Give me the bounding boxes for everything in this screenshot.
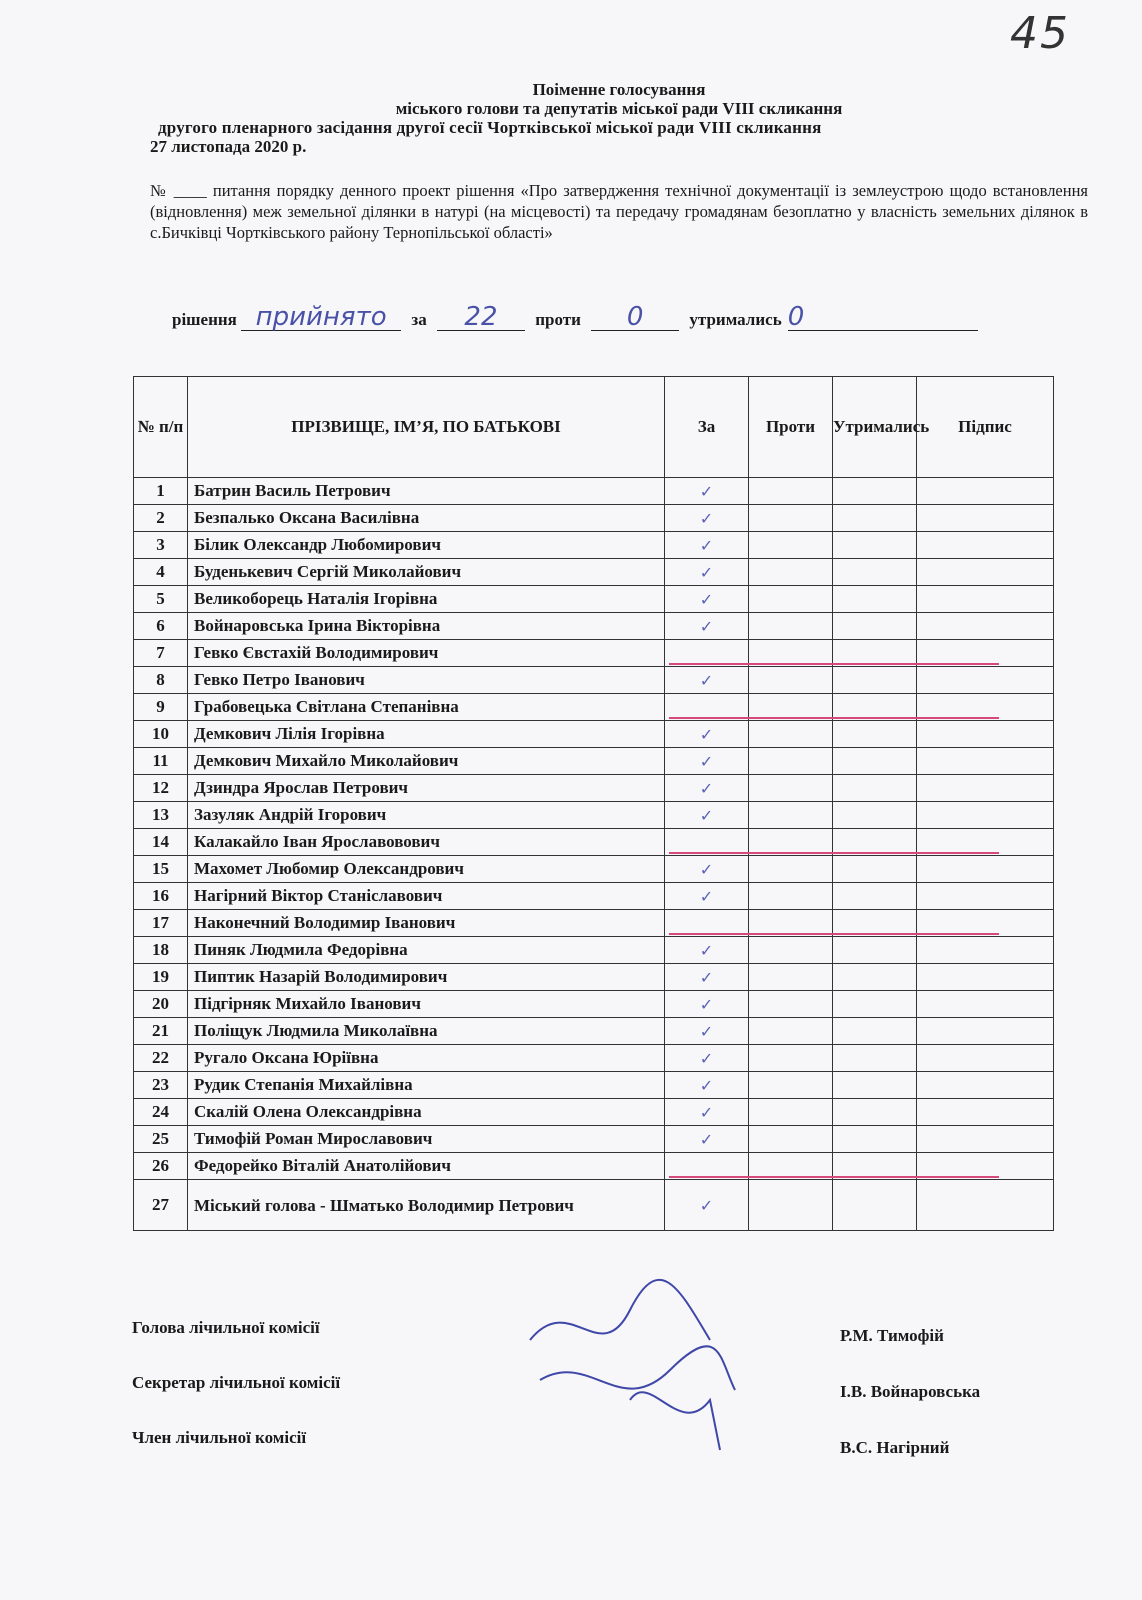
member-name: Пиняк Людмила Федорівна bbox=[188, 937, 665, 964]
vote-for-cell: ✓ bbox=[665, 613, 749, 640]
table-row bbox=[134, 964, 1054, 991]
member-name: Нагірний Віктор Станіславович bbox=[188, 883, 665, 910]
member-name: Міський голова - Шматько Володимир Петрович bbox=[188, 1180, 665, 1231]
row-number: 1 bbox=[134, 478, 188, 505]
col-header-name: ПРІЗВИЩЕ, ІМ’Я, ПО БАТЬКОВІ bbox=[188, 377, 665, 478]
secretary-name: І.В. Войнаровська bbox=[840, 1382, 981, 1401]
member-name: Зазуляк Андрій Ігорович bbox=[188, 802, 665, 829]
signature-cell bbox=[917, 505, 1054, 532]
absence-strike-line bbox=[669, 717, 999, 719]
vote-for-cell: ✓ bbox=[665, 937, 749, 964]
signature-cell bbox=[917, 802, 1054, 829]
abstain-label: утримались bbox=[689, 310, 782, 329]
member-name: Наконечний Володимир Іванович bbox=[188, 910, 665, 937]
member-name: Гевко Євстахій Володимирович bbox=[188, 640, 665, 667]
header-date: 27 листопада 2020 р. bbox=[150, 137, 307, 156]
vote-for-cell: ✓ bbox=[665, 1099, 749, 1126]
header-title: Поіменне голосування bbox=[532, 80, 706, 99]
signature-cell bbox=[917, 613, 1054, 640]
vote-for-cell: ✓ bbox=[665, 1018, 749, 1045]
table-row bbox=[134, 883, 1054, 910]
table-row bbox=[134, 1180, 1054, 1231]
row-number: 4 bbox=[134, 559, 188, 586]
row-number: 7 bbox=[134, 640, 188, 667]
row-number: 14 bbox=[134, 829, 188, 856]
row-number: 9 bbox=[134, 694, 188, 721]
signature-cell bbox=[917, 775, 1054, 802]
vote-for-cell: ✓ bbox=[665, 964, 749, 991]
signature-cell bbox=[917, 478, 1054, 505]
absence-strike-line bbox=[669, 852, 999, 854]
vote-for-cell: ✓ bbox=[665, 1045, 749, 1072]
signature-cell bbox=[917, 991, 1054, 1018]
row-number: 26 bbox=[134, 1153, 188, 1180]
table-row bbox=[134, 991, 1054, 1018]
abstain-count: 0 bbox=[788, 304, 978, 331]
vote-for-cell: ✓ bbox=[665, 883, 749, 910]
table-row bbox=[134, 1072, 1054, 1099]
member-name: Буденькевич Сергій Миколайович bbox=[188, 559, 665, 586]
vote-for-cell: ✓ bbox=[665, 667, 749, 694]
member-name: Демкович Михайло Миколайович bbox=[188, 748, 665, 775]
secretary-label: Секретар лічильної комісії bbox=[132, 1373, 341, 1392]
vote-against-cell bbox=[749, 1180, 833, 1231]
vote-for-cell: ✓ bbox=[665, 721, 749, 748]
signature-cell bbox=[917, 721, 1054, 748]
col-header-num: № п/п bbox=[134, 377, 188, 478]
against-label: проти bbox=[535, 310, 581, 329]
vote-abstain-cell bbox=[833, 991, 917, 1018]
table-row bbox=[134, 721, 1054, 748]
signature-cell bbox=[917, 1018, 1054, 1045]
vote-abstain-cell bbox=[833, 937, 917, 964]
member-name: Гевко Петро Іванович bbox=[188, 667, 665, 694]
vote-against-cell bbox=[749, 1018, 833, 1045]
for-count: 22 bbox=[437, 304, 525, 331]
signature-cell bbox=[917, 586, 1054, 613]
row-number: 22 bbox=[134, 1045, 188, 1072]
vote-for-cell: ✓ bbox=[665, 505, 749, 532]
row-number: 15 bbox=[134, 856, 188, 883]
row-number: 11 bbox=[134, 748, 188, 775]
vote-abstain-cell bbox=[833, 559, 917, 586]
vote-abstain-cell bbox=[833, 1018, 917, 1045]
row-number: 13 bbox=[134, 802, 188, 829]
row-number: 23 bbox=[134, 1072, 188, 1099]
header-subtitle: міського голови та депутатів міської ради VIII скликання bbox=[395, 99, 843, 118]
row-number: 6 bbox=[134, 613, 188, 640]
table-row bbox=[134, 1018, 1054, 1045]
vote-for-cell: ✓ bbox=[665, 586, 749, 613]
table-row bbox=[134, 559, 1054, 586]
table-row bbox=[134, 1045, 1054, 1072]
vote-abstain-cell bbox=[833, 478, 917, 505]
vote-for-cell: ✓ bbox=[665, 1180, 749, 1231]
vote-for-cell: ✓ bbox=[665, 802, 749, 829]
vote-abstain-cell bbox=[833, 883, 917, 910]
signature-cell bbox=[917, 883, 1054, 910]
vote-against-cell bbox=[749, 478, 833, 505]
vote-abstain-cell bbox=[833, 505, 917, 532]
signature-cell bbox=[917, 1126, 1054, 1153]
vote-abstain-cell bbox=[833, 1099, 917, 1126]
vote-abstain-cell bbox=[833, 1180, 917, 1231]
member-name: Батрин Василь Петрович bbox=[188, 478, 665, 505]
member-name: Великоборець Наталія Ігорівна bbox=[188, 586, 665, 613]
member-name: Грабовецька Світлана Степанівна bbox=[188, 694, 665, 721]
commission-signatures bbox=[510, 1250, 750, 1480]
vote-abstain-cell bbox=[833, 748, 917, 775]
vote-for-cell: ✓ bbox=[665, 1072, 749, 1099]
table-row bbox=[134, 1126, 1054, 1153]
signature-cell bbox=[917, 1072, 1054, 1099]
row-number: 17 bbox=[134, 910, 188, 937]
table-row bbox=[134, 613, 1054, 640]
member-name: В.С. Нагірний bbox=[840, 1438, 950, 1457]
signature-cell bbox=[917, 559, 1054, 586]
vote-for-cell: ✓ bbox=[665, 532, 749, 559]
commission-labels bbox=[132, 1318, 340, 1483]
table-row bbox=[134, 802, 1054, 829]
vote-abstain-cell bbox=[833, 775, 917, 802]
vote-against-cell bbox=[749, 721, 833, 748]
signature-cell bbox=[917, 1045, 1054, 1072]
signature-cell bbox=[917, 856, 1054, 883]
absence-strike-line bbox=[669, 663, 999, 665]
vote-for-cell: ✓ bbox=[665, 991, 749, 1018]
decision-value: прийнято bbox=[241, 304, 401, 331]
vote-against-cell bbox=[749, 856, 833, 883]
vote-for-cell: ✓ bbox=[665, 478, 749, 505]
row-number: 20 bbox=[134, 991, 188, 1018]
signature-cell bbox=[917, 667, 1054, 694]
col-header-for: За bbox=[665, 377, 749, 478]
table-row bbox=[134, 478, 1054, 505]
agenda-question: № ____ питання порядку денного проект рішення «Про затвердження технічної документації із землеустрою щодо встановлення (відновлення) меж земельної ділянки в натурі (на місцевості) та передачу громадянам безоплатно у власність земельних ділянок в с.Бичківці Чортківського району Тернопільської області» bbox=[150, 181, 1088, 242]
row-number: 27 bbox=[134, 1180, 188, 1231]
vote-against-cell bbox=[749, 505, 833, 532]
table-row bbox=[134, 586, 1054, 613]
row-number: 3 bbox=[134, 532, 188, 559]
table-row bbox=[134, 505, 1054, 532]
vote-abstain-cell bbox=[833, 1126, 917, 1153]
vote-table bbox=[133, 376, 1054, 1231]
vote-abstain-cell bbox=[833, 667, 917, 694]
vote-against-cell bbox=[749, 748, 833, 775]
vote-abstain-cell bbox=[833, 721, 917, 748]
member-name: Войнаровська Ірина Вікторівна bbox=[188, 613, 665, 640]
member-name: Ругало Оксана Юріївна bbox=[188, 1045, 665, 1072]
member-label: Член лічильної комісії bbox=[132, 1428, 307, 1447]
vote-against-cell bbox=[749, 532, 833, 559]
vote-against-cell bbox=[749, 883, 833, 910]
vote-abstain-cell bbox=[833, 613, 917, 640]
vote-for-cell: ✓ bbox=[665, 748, 749, 775]
member-name: Демкович Лілія Ігорівна bbox=[188, 721, 665, 748]
row-number: 19 bbox=[134, 964, 188, 991]
commission-names bbox=[840, 1326, 980, 1494]
col-header-against: Проти bbox=[749, 377, 833, 478]
vote-abstain-cell bbox=[833, 856, 917, 883]
vote-abstain-cell bbox=[833, 1072, 917, 1099]
col-header-abstain: Утримались bbox=[833, 377, 917, 478]
col-header-signature: Підпис bbox=[917, 377, 1054, 478]
against-count: 0 bbox=[591, 304, 679, 331]
member-name: Підгірняк Михайло Іванович bbox=[188, 991, 665, 1018]
table-header-row bbox=[134, 377, 1054, 478]
signature-cell bbox=[917, 1180, 1054, 1231]
signature-cell bbox=[917, 1099, 1054, 1126]
table-row bbox=[134, 937, 1054, 964]
header-session: другого пленарного засідання другої сесії Чортківської міської ради VIII скликання bbox=[158, 118, 822, 137]
absence-strike-line bbox=[669, 933, 999, 935]
row-number: 2 bbox=[134, 505, 188, 532]
vote-abstain-cell bbox=[833, 532, 917, 559]
vote-against-cell bbox=[749, 964, 833, 991]
decision-label: рішення bbox=[172, 310, 237, 329]
signature-cell bbox=[917, 964, 1054, 991]
member-name: Рудик Степанія Михайлівна bbox=[188, 1072, 665, 1099]
vote-for-cell: ✓ bbox=[665, 856, 749, 883]
signature-cell bbox=[917, 532, 1054, 559]
for-label: за bbox=[411, 310, 427, 329]
vote-against-cell bbox=[749, 1072, 833, 1099]
vote-against-cell bbox=[749, 613, 833, 640]
signature-cell bbox=[917, 748, 1054, 775]
member-name: Пиптик Назарій Володимирович bbox=[188, 964, 665, 991]
vote-against-cell bbox=[749, 937, 833, 964]
chair-name: Р.М. Тимофій bbox=[840, 1326, 944, 1345]
vote-against-cell bbox=[749, 667, 833, 694]
table-row bbox=[134, 532, 1054, 559]
member-name: Тимофій Роман Мирославович bbox=[188, 1126, 665, 1153]
vote-abstain-cell bbox=[833, 586, 917, 613]
signature-cell bbox=[917, 937, 1054, 964]
member-name: Білик Олександр Любомирович bbox=[188, 532, 665, 559]
vote-for-cell: ✓ bbox=[665, 775, 749, 802]
table-row bbox=[134, 856, 1054, 883]
vote-against-cell bbox=[749, 586, 833, 613]
row-number: 5 bbox=[134, 586, 188, 613]
table-row bbox=[134, 748, 1054, 775]
member-name: Федорейко Віталій Анатолійович bbox=[188, 1153, 665, 1180]
table-row bbox=[134, 775, 1054, 802]
row-number: 21 bbox=[134, 1018, 188, 1045]
row-number: 12 bbox=[134, 775, 188, 802]
member-name: Безпалько Оксана Василівна bbox=[188, 505, 665, 532]
vote-against-cell bbox=[749, 802, 833, 829]
vote-against-cell bbox=[749, 775, 833, 802]
row-number: 24 bbox=[134, 1099, 188, 1126]
vote-against-cell bbox=[749, 1045, 833, 1072]
vote-against-cell bbox=[749, 991, 833, 1018]
vote-against-cell bbox=[749, 1099, 833, 1126]
vote-for-cell: ✓ bbox=[665, 559, 749, 586]
row-number: 16 bbox=[134, 883, 188, 910]
handwritten-page-number: 45 bbox=[1010, 8, 1070, 59]
vote-abstain-cell bbox=[833, 1045, 917, 1072]
row-number: 8 bbox=[134, 667, 188, 694]
vote-abstain-cell bbox=[833, 802, 917, 829]
decision-line bbox=[172, 304, 1092, 331]
row-number: 18 bbox=[134, 937, 188, 964]
table-row bbox=[134, 1099, 1054, 1126]
member-name: Скалій Олена Олександрівна bbox=[188, 1099, 665, 1126]
row-number: 10 bbox=[134, 721, 188, 748]
vote-for-cell: ✓ bbox=[665, 1126, 749, 1153]
vote-against-cell bbox=[749, 1126, 833, 1153]
vote-abstain-cell bbox=[833, 964, 917, 991]
vote-against-cell bbox=[749, 559, 833, 586]
member-name: Махомет Любомир Олександрович bbox=[188, 856, 665, 883]
table-row bbox=[134, 667, 1054, 694]
member-name: Поліщук Людмила Миколаївна bbox=[188, 1018, 665, 1045]
member-name: Дзиндра Ярослав Петрович bbox=[188, 775, 665, 802]
row-number: 25 bbox=[134, 1126, 188, 1153]
absence-strike-line bbox=[669, 1176, 999, 1178]
chair-label: Голова лічильної комісії bbox=[132, 1318, 320, 1337]
member-name: Калакайло Іван Ярославовович bbox=[188, 829, 665, 856]
document-header bbox=[150, 80, 1088, 156]
